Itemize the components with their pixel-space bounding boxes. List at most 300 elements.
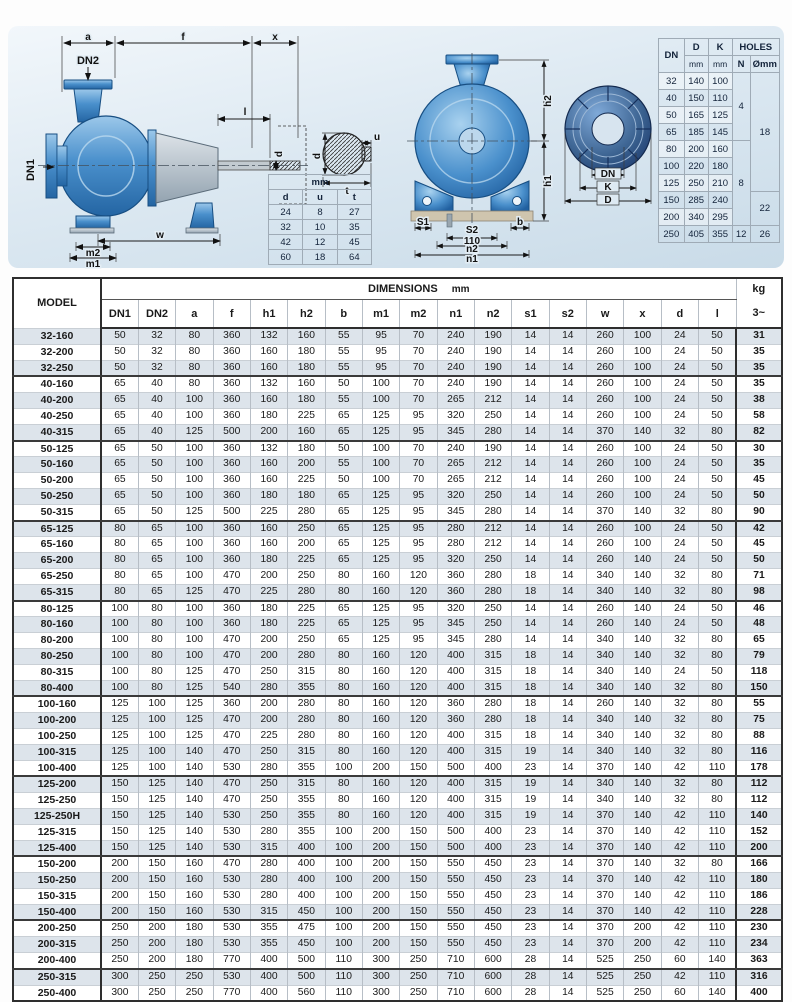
kg-cell: 178 xyxy=(736,760,782,776)
kg-cell: 75 xyxy=(736,713,782,729)
dim-cell: 65 xyxy=(101,393,138,409)
dim-cell: 320 xyxy=(437,408,474,424)
model-cell: 80-160 xyxy=(13,617,101,633)
dim-cell: 540 xyxy=(213,680,250,696)
dim-cell: 120 xyxy=(400,776,437,792)
dim-cell: 100 xyxy=(362,457,399,473)
dim-cell: 125 xyxy=(101,744,138,760)
flange-col-diameter: Ømm xyxy=(750,56,779,73)
dim-label-w: w xyxy=(156,230,164,241)
dim-cell: 250 xyxy=(624,953,661,969)
dim-cell: 14 xyxy=(549,360,586,376)
model-cell: 100-160 xyxy=(13,696,101,712)
dim-cell: 400 xyxy=(288,888,325,904)
dim-cell: 80 xyxy=(325,568,362,584)
kg-phase-header: 3~ xyxy=(736,300,782,329)
dim-cell: 14 xyxy=(549,696,586,712)
dim-cell: 120 xyxy=(400,664,437,680)
table-row xyxy=(13,488,782,504)
dim-cell: 140 xyxy=(176,793,213,809)
kg-cell: 50 xyxy=(736,488,782,504)
dim-cell: 200 xyxy=(362,760,399,776)
dim-cell: 140 xyxy=(624,808,661,824)
dim-cell: 24 xyxy=(661,328,698,344)
kg-cell: 200 xyxy=(736,840,782,856)
dim-cell: 14 xyxy=(549,504,586,520)
dim-cell: 14 xyxy=(549,633,586,649)
dim-cell: 120 xyxy=(400,680,437,696)
dim-cell: 14 xyxy=(549,457,586,473)
dimensions-label: DIMENSIONS xyxy=(368,283,438,295)
dim-cell: 50 xyxy=(699,328,737,344)
kg-cell: 118 xyxy=(736,664,782,680)
shaft-table-row xyxy=(269,250,372,265)
shaft-table-row xyxy=(269,220,372,235)
dim-cell: 24 xyxy=(661,537,698,553)
model-cell: 50-125 xyxy=(13,441,101,457)
kg-cell: 35 xyxy=(736,376,782,392)
dim-cell: 315 xyxy=(474,808,511,824)
dim-cell: 470 xyxy=(213,584,250,600)
kg-cell: 234 xyxy=(736,937,782,953)
dim-cell: 200 xyxy=(288,457,325,473)
dim-cell: 200 xyxy=(250,713,287,729)
table-row xyxy=(13,969,782,985)
model-cell: 150-400 xyxy=(13,904,101,920)
dim-cell: 400 xyxy=(474,840,511,856)
dim-cell: 200 xyxy=(101,888,138,904)
dim-cell: 100 xyxy=(624,328,661,344)
dim-cell: 250 xyxy=(288,521,325,537)
dim-cell: 80 xyxy=(325,776,362,792)
dim-cell: 42 xyxy=(661,904,698,920)
kg-cell: 116 xyxy=(736,744,782,760)
dim-cell: 50 xyxy=(101,328,138,344)
dim-cell: 14 xyxy=(549,840,586,856)
dim-column-header: m1 xyxy=(362,300,399,329)
dim-cell: 132 xyxy=(250,328,287,344)
dim-cell: 400 xyxy=(437,776,474,792)
shaft-col-u: u xyxy=(303,190,337,205)
dim-cell: 140 xyxy=(624,728,661,744)
dim-cell: 250 xyxy=(176,969,213,985)
dim-cell: 65 xyxy=(325,537,362,553)
model-cell: 50-160 xyxy=(13,457,101,473)
dim-cell: 200 xyxy=(138,920,175,936)
dim-cell: 300 xyxy=(101,985,138,1001)
dim-cell: 125 xyxy=(362,424,399,440)
dim-cell: 100 xyxy=(624,408,661,424)
dim-cell: 180 xyxy=(288,393,325,409)
dim-cell: 150 xyxy=(101,776,138,792)
dim-cell: 50 xyxy=(138,457,175,473)
table-row xyxy=(13,808,782,824)
dim-cell: 50 xyxy=(699,601,737,617)
dim-label-d: d xyxy=(274,150,285,158)
flange-n-value: 8 xyxy=(732,141,750,226)
dim-column-header: n1 xyxy=(437,300,474,329)
dim-cell: 140 xyxy=(699,953,737,969)
dim-cell: 190 xyxy=(474,328,511,344)
dim-cell: 14 xyxy=(549,760,586,776)
dim-cell: 24 xyxy=(661,376,698,392)
dim-cell: 80 xyxy=(699,696,737,712)
dim-cell: 150 xyxy=(138,873,175,889)
dim-cell: 225 xyxy=(288,473,325,489)
dim-cell: 530 xyxy=(213,937,250,953)
model-column-header: MODEL xyxy=(13,278,101,328)
dim-cell: 525 xyxy=(586,969,623,985)
dim-cell: 125 xyxy=(101,760,138,776)
pump-side-view-drawing xyxy=(20,30,310,270)
dim-cell: 160 xyxy=(362,648,399,664)
dim-cell: 360 xyxy=(213,441,250,457)
dim-label-l: l xyxy=(243,107,247,118)
dim-cell: 100 xyxy=(362,473,399,489)
dim-cell: 100 xyxy=(624,521,661,537)
dim-cell: 14 xyxy=(549,473,586,489)
shaft-d-value: 42 xyxy=(269,235,303,250)
dim-cell: 14 xyxy=(549,664,586,680)
dim-cell: 28 xyxy=(512,985,549,1001)
dim-cell: 14 xyxy=(549,617,586,633)
model-cell: 250-400 xyxy=(13,985,101,1001)
dim-cell: 80 xyxy=(101,537,138,553)
dim-cell: 14 xyxy=(549,953,586,969)
dim-cell: 95 xyxy=(400,633,437,649)
dim-cell: 160 xyxy=(362,728,399,744)
dim-cell: 370 xyxy=(586,808,623,824)
dim-cell: 250 xyxy=(288,568,325,584)
dim-cell: 180 xyxy=(288,344,325,360)
shaft-t-value: 35 xyxy=(337,220,371,235)
dim-cell: 55 xyxy=(325,360,362,376)
shaft-table-header-row xyxy=(269,190,372,205)
dim-cell: 14 xyxy=(549,793,586,809)
dim-cell: 14 xyxy=(549,888,586,904)
flange-col-k: K xyxy=(708,39,732,56)
dim-cell: 250 xyxy=(250,664,287,680)
dim-cell: 80 xyxy=(325,713,362,729)
dim-cell: 65 xyxy=(138,568,175,584)
dim-cell: 80 xyxy=(138,648,175,664)
dim-cell: 80 xyxy=(699,568,737,584)
dim-cell: 315 xyxy=(474,793,511,809)
dim-cell: 500 xyxy=(213,424,250,440)
dim-cell: 160 xyxy=(362,664,399,680)
dim-cell: 100 xyxy=(624,537,661,553)
dim-cell: 280 xyxy=(288,728,325,744)
dim-cell: 100 xyxy=(624,393,661,409)
dim-cell: 14 xyxy=(549,537,586,553)
dim-cell: 225 xyxy=(288,617,325,633)
table-row xyxy=(13,457,782,473)
dim-cell: 42 xyxy=(661,937,698,953)
dim-cell: 80 xyxy=(101,584,138,600)
dim-cell: 50 xyxy=(699,488,737,504)
flange-table-row xyxy=(659,226,780,243)
dim-label-s1: S1 xyxy=(416,217,430,228)
dim-cell: 80 xyxy=(138,601,175,617)
dim-cell: 160 xyxy=(176,904,213,920)
table-row xyxy=(13,696,782,712)
dim-cell: 200 xyxy=(362,824,399,840)
dim-cell: 40 xyxy=(138,424,175,440)
dim-cell: 150 xyxy=(400,856,437,872)
dim-cell: 50 xyxy=(699,376,737,392)
dim-cell: 14 xyxy=(549,344,586,360)
dim-cell: 315 xyxy=(474,776,511,792)
dim-cell: 14 xyxy=(549,680,586,696)
dim-cell: 160 xyxy=(362,680,399,696)
dim-cell: 14 xyxy=(512,601,549,617)
dim-cell: 120 xyxy=(400,584,437,600)
dim-column-header: n2 xyxy=(474,300,511,329)
kg-cell: 46 xyxy=(736,601,782,617)
dim-cell: 100 xyxy=(101,633,138,649)
dim-cell: 315 xyxy=(288,776,325,792)
dim-cell: 260 xyxy=(586,473,623,489)
flange-label-d: D xyxy=(604,195,612,206)
flange-d-value: 140 xyxy=(684,73,708,90)
dim-cell: 550 xyxy=(437,873,474,889)
dim-cell: 160 xyxy=(362,776,399,792)
dim-cell: 24 xyxy=(661,393,698,409)
dim-cell: 180 xyxy=(250,553,287,569)
dim-cell: 280 xyxy=(474,568,511,584)
dim-cell: 125 xyxy=(101,713,138,729)
dim-cell: 280 xyxy=(474,584,511,600)
dim-cell: 315 xyxy=(250,904,287,920)
dim-cell: 80 xyxy=(699,713,737,729)
dim-cell: 140 xyxy=(624,840,661,856)
dim-cell: 50 xyxy=(699,360,737,376)
dim-cell: 212 xyxy=(474,473,511,489)
dim-cell: 80 xyxy=(699,584,737,600)
dim-cell: 65 xyxy=(101,408,138,424)
flange-d-value: 185 xyxy=(684,124,708,141)
dim-cell: 530 xyxy=(213,760,250,776)
dim-cell: 125 xyxy=(101,728,138,744)
table-row xyxy=(13,537,782,553)
dim-cell: 80 xyxy=(176,328,213,344)
dim-cell: 225 xyxy=(250,584,287,600)
dim-cell: 14 xyxy=(512,457,549,473)
dim-cell: 140 xyxy=(624,904,661,920)
dim-cell: 250 xyxy=(624,985,661,1001)
model-cell: 65-315 xyxy=(13,584,101,600)
dim-cell: 200 xyxy=(624,937,661,953)
dim-cell: 530 xyxy=(213,904,250,920)
dim-cell: 100 xyxy=(624,488,661,504)
dim-cell: 550 xyxy=(437,888,474,904)
dim-cell: 150 xyxy=(101,808,138,824)
dim-cell: 40 xyxy=(138,408,175,424)
kg-cell: 35 xyxy=(736,457,782,473)
table-row xyxy=(13,553,782,569)
dim-cell: 80 xyxy=(325,728,362,744)
dim-cell: 50 xyxy=(138,473,175,489)
dim-cell: 200 xyxy=(362,856,399,872)
dim-cell: 18 xyxy=(512,713,549,729)
dim-label-h1: h1 xyxy=(543,175,554,187)
model-cell: 100-250 xyxy=(13,728,101,744)
table-row xyxy=(13,633,782,649)
dim-cell: 125 xyxy=(176,504,213,520)
dim-cell: 70 xyxy=(400,393,437,409)
dim-cell: 600 xyxy=(474,969,511,985)
flange-d-value: 220 xyxy=(684,158,708,175)
dim-cell: 100 xyxy=(101,648,138,664)
dim-cell: 14 xyxy=(549,873,586,889)
dim-cell: 65 xyxy=(138,537,175,553)
dim-cell: 160 xyxy=(176,873,213,889)
dim-cell: 100 xyxy=(325,856,362,872)
dim-cell: 212 xyxy=(474,393,511,409)
dim-cell: 110 xyxy=(699,920,737,936)
dim-cell: 400 xyxy=(288,856,325,872)
dim-cell: 400 xyxy=(474,760,511,776)
dim-cell: 370 xyxy=(586,504,623,520)
dim-cell: 140 xyxy=(624,617,661,633)
dim-cell: 360 xyxy=(213,696,250,712)
dim-cell: 110 xyxy=(699,840,737,856)
dim-cell: 100 xyxy=(176,457,213,473)
dim-cell: 250 xyxy=(474,408,511,424)
dim-cell: 125 xyxy=(362,488,399,504)
dim-cell: 40 xyxy=(138,393,175,409)
dim-cell: 180 xyxy=(176,937,213,953)
dim-cell: 200 xyxy=(250,424,287,440)
dim-cell: 240 xyxy=(437,344,474,360)
dim-cell: 140 xyxy=(176,824,213,840)
dim-cell: 160 xyxy=(362,744,399,760)
dim-cell: 265 xyxy=(437,393,474,409)
dim-cell: 240 xyxy=(437,376,474,392)
dim-cell: 80 xyxy=(138,680,175,696)
dim-cell: 100 xyxy=(138,728,175,744)
dim-cell: 14 xyxy=(512,488,549,504)
dim-cell: 95 xyxy=(400,521,437,537)
flange-k-value: 210 xyxy=(708,175,732,192)
dim-cell: 140 xyxy=(176,744,213,760)
dim-cell: 18 xyxy=(512,664,549,680)
dim-cell: 450 xyxy=(474,888,511,904)
dim-cell: 360 xyxy=(213,457,250,473)
model-cell: 100-315 xyxy=(13,744,101,760)
dim-cell: 400 xyxy=(250,985,287,1001)
dim-cell: 14 xyxy=(549,584,586,600)
dim-cell: 14 xyxy=(549,969,586,985)
dim-cell: 28 xyxy=(512,953,549,969)
dim-cell: 50 xyxy=(699,473,737,489)
kg-cell: 30 xyxy=(736,441,782,457)
dim-cell: 250 xyxy=(138,985,175,1001)
dim-cell: 100 xyxy=(101,617,138,633)
dim-cell: 100 xyxy=(176,617,213,633)
dim-cell: 95 xyxy=(400,504,437,520)
kg-cell: 45 xyxy=(736,537,782,553)
dim-cell: 400 xyxy=(437,648,474,664)
flange-dn-value: 200 xyxy=(659,209,685,226)
flange-col-holes: HOLES xyxy=(732,39,779,56)
dim-cell: 260 xyxy=(586,441,623,457)
dim-cell: 450 xyxy=(288,937,325,953)
dim-cell: 125 xyxy=(176,680,213,696)
dim-cell: 160 xyxy=(362,584,399,600)
dim-column-header: x xyxy=(624,300,661,329)
dim-cell: 19 xyxy=(512,793,549,809)
dim-cell: 110 xyxy=(699,760,737,776)
flange-k-value: 295 xyxy=(708,209,732,226)
dim-cell: 225 xyxy=(288,408,325,424)
dim-cell: 140 xyxy=(176,808,213,824)
dim-cell: 260 xyxy=(586,521,623,537)
dim-cell: 280 xyxy=(474,696,511,712)
dim-cell: 225 xyxy=(288,553,325,569)
dim-cell: 140 xyxy=(624,553,661,569)
dim-cell: 280 xyxy=(250,760,287,776)
kg-cell: 42 xyxy=(736,521,782,537)
dim-cell: 18 xyxy=(512,728,549,744)
dim-cell: 300 xyxy=(362,969,399,985)
pump-dimensions-table xyxy=(12,277,783,1002)
shaft-d-value: 24 xyxy=(269,205,303,220)
diagram-panel xyxy=(8,26,784,268)
dim-cell: 150 xyxy=(101,793,138,809)
dim-cell: 14 xyxy=(549,393,586,409)
dim-cell: 470 xyxy=(213,856,250,872)
dim-cell: 250 xyxy=(176,985,213,1001)
dim-cell: 280 xyxy=(437,537,474,553)
dim-cell: 80 xyxy=(176,360,213,376)
dim-cell: 95 xyxy=(400,488,437,504)
dim-cell: 160 xyxy=(362,713,399,729)
dim-cell: 125 xyxy=(138,776,175,792)
dim-cell: 260 xyxy=(586,328,623,344)
dim-cell: 50 xyxy=(325,473,362,489)
dim-cell: 160 xyxy=(250,473,287,489)
dim-cell: 80 xyxy=(325,680,362,696)
dim-cell: 110 xyxy=(325,953,362,969)
dim-cell: 70 xyxy=(400,344,437,360)
dim-cell: 28 xyxy=(512,969,549,985)
dim-cell: 360 xyxy=(437,713,474,729)
dim-cell: 340 xyxy=(586,793,623,809)
dim-cell: 150 xyxy=(101,824,138,840)
dim-cell: 14 xyxy=(549,568,586,584)
dim-cell: 200 xyxy=(362,920,399,936)
dim-cell: 400 xyxy=(437,664,474,680)
dim-column-header: l xyxy=(699,300,737,329)
dim-cell: 125 xyxy=(101,696,138,712)
dim-cell: 100 xyxy=(325,937,362,953)
flange-hole-diameter-value: 26 xyxy=(750,226,779,243)
dim-cell: 160 xyxy=(176,888,213,904)
model-cell: 100-400 xyxy=(13,760,101,776)
dim-cell: 50 xyxy=(138,441,175,457)
dim-cell: 250 xyxy=(400,969,437,985)
dim-cell: 14 xyxy=(549,553,586,569)
shaft-u-value: 8 xyxy=(303,205,337,220)
dim-cell: 125 xyxy=(176,728,213,744)
dim-cell: 100 xyxy=(624,344,661,360)
dim-cell: 140 xyxy=(699,985,737,1001)
dim-cell: 140 xyxy=(624,713,661,729)
dim-cell: 250 xyxy=(474,553,511,569)
dim-cell: 14 xyxy=(549,441,586,457)
dim-cell: 50 xyxy=(101,360,138,376)
